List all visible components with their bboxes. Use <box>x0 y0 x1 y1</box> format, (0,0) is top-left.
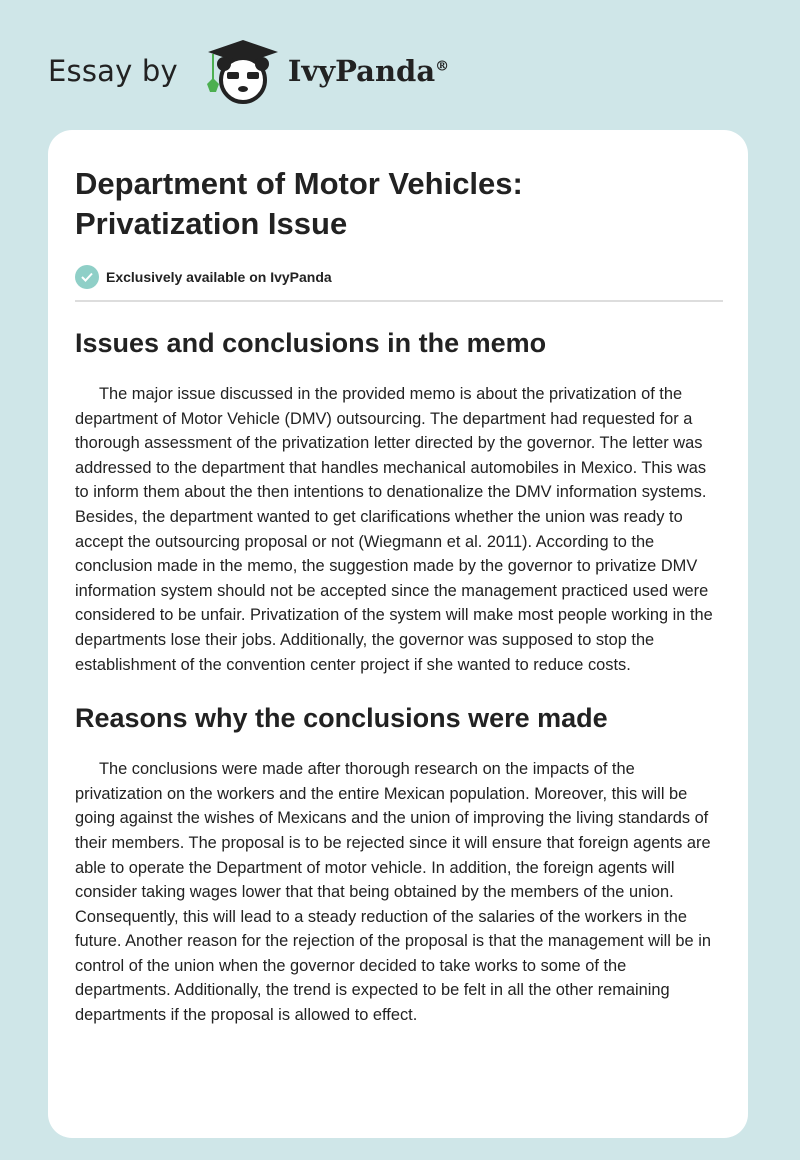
article-title <box>75 164 723 244</box>
exclusive-badge <box>75 264 723 290</box>
divider <box>75 300 723 302</box>
section-paragraph: The conclusions were made after thorough research on the impacts of the privatization on the workers and the entire Mexican population. Moreover, this will be going against the wishes of Mexicans and the union of improving the living standards of their members. The proposal is to be rejected since it will ensure that foreign agents are able to operate the Department of motor vehicle. In addition, the foreign agents will consider taking wages lower that that being obtained by the members of the union. Consequently, this will lead to a steady reduction of the salaries of the workers in the future. Another reason for the rejection of the proposal is that the management will be in control of the union when the governor decided to take works to some of the departments. Additionally, the trend is expected to be felt in all the other remaining departments if the proposal is allowed to effect. <box>75 760 711 1025</box>
brand-name[interactable] <box>288 54 449 88</box>
essay-by-label: Essay by <box>48 54 178 88</box>
panda-logo-icon[interactable] <box>196 36 286 106</box>
registered-mark: ® <box>435 58 450 75</box>
brand-text: IvyPanda <box>287 54 436 88</box>
article-card <box>48 130 748 1138</box>
badge-text: Exclusively available on IvyPanda <box>106 269 332 285</box>
section-heading: Reasons why the conclusions were made <box>75 703 608 734</box>
section-heading: Issues and conclusions in the memo <box>75 328 547 358</box>
check-icon <box>75 265 99 289</box>
title-line-1: Department of Motor Vehicles: <box>75 166 523 201</box>
title-line-2: Privatization Issue <box>75 206 348 241</box>
section-paragraph: The major issue discussed in the provided memo is about the privatization of the department of Motor Vehicle (DMV) outsourcing. The department had requested for a thorough assessment of the privatization letter directed by the governor. The letter was addressed to the department that handles mechanical automobiles in Mexico. This was to inform them about the then intentions to denationalize the DMV information systems. Besides, the department wanted to get clarifications whether the union was ready to accept the outsourcing proposal or not (Wiegmann et al. 2011). According to the conclusion made in the memo, the suggestion made by the governor to privatize DMV information system should not be accepted since the management practiced used were considered to be unfair. Privatization of the system will make most people working in the departments lose their jobs. Additionally, the governor was supposed to stop the establishment of the convention center project if she wanted to reduce costs. <box>75 385 713 674</box>
site-header <box>48 36 449 106</box>
